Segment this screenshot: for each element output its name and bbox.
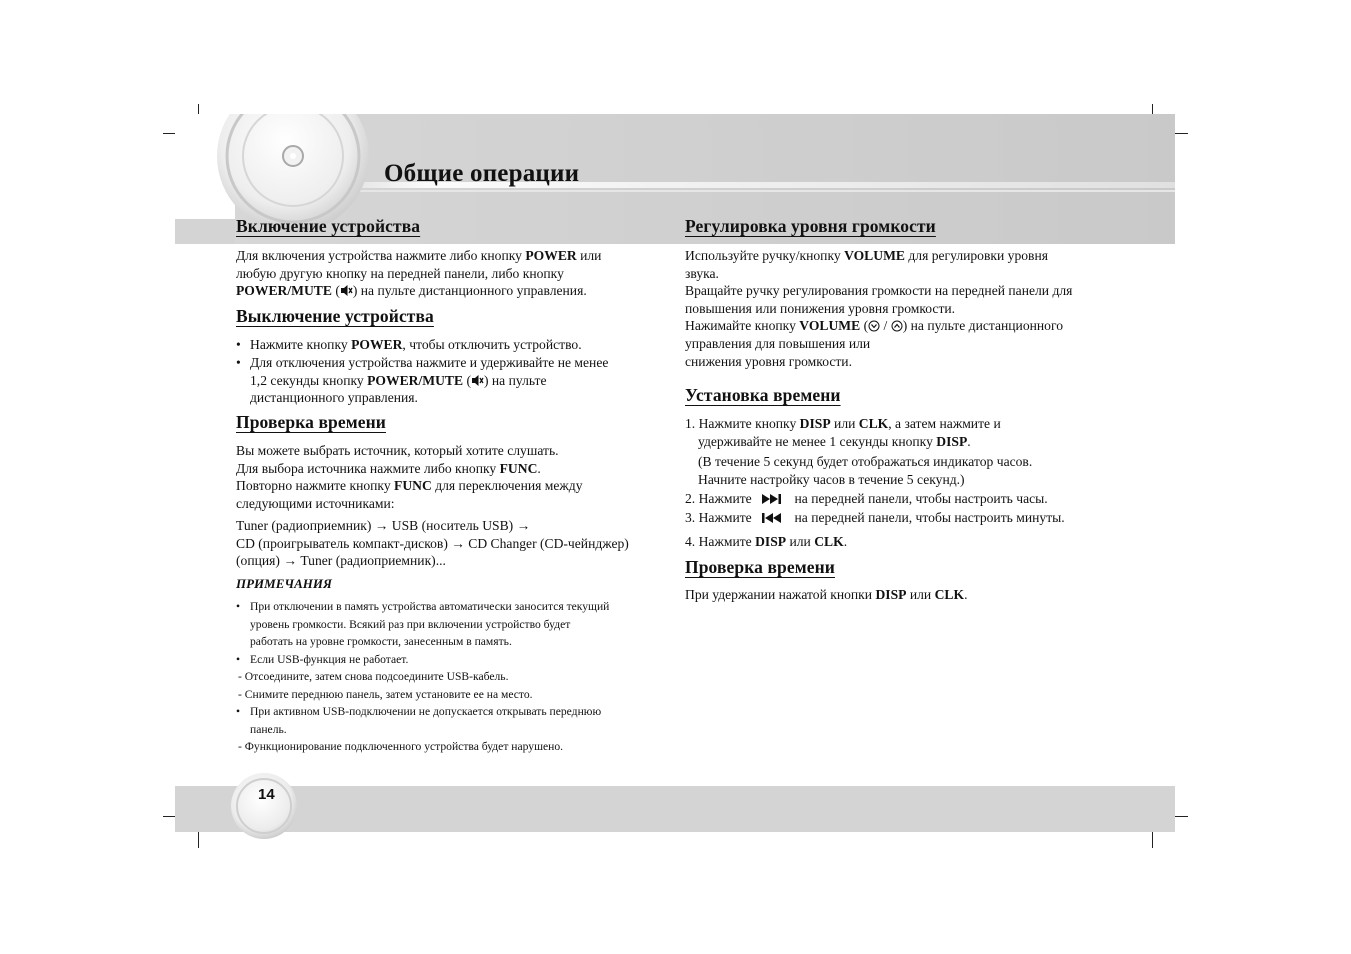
mute-icon — [471, 374, 484, 387]
time-check-2-text: При удержании нажатой кнопки DISP или CLK. — [685, 587, 968, 602]
section-heading-power-on: Включение устройства — [236, 216, 421, 236]
volume-up-icon — [891, 320, 903, 332]
list-item: • Нажмите кнопку POWER, чтобы отключить устройство. — [236, 337, 582, 352]
power-on-text: Для включения устройства нажмите либо кнопку POWER или любую другую кнопку на передней панели, либо кнопку POWER/MUTE ( ) на пульте дистанционного управления. — [236, 248, 602, 299]
set-time-step-1: 1. Нажмите кнопку DISP или CLK, а затем нажмите и удерживайте не менее 1 секунды кнопку DISP. (В течение 5 секунд будет отображаться индикатор часов. Начните настройку часов в течение 5 секунд.) — [685, 416, 1033, 487]
volume-text: Используйте ручку/кнопку VOLUME для регулировки уровня звука. Вращайте ручку регулирования громкости на передней панели для повышения или понижения уровня громкости. Нажимайте кнопку VOLUME ( / ) на пульте дистанционного управления для повышения или снижения уровня громкости. — [685, 248, 1073, 369]
note-subitem: - Функционирование подключенного устройства будет нарушено. — [238, 740, 564, 753]
note-item: • Если USB-функция не работает. — [236, 652, 409, 666]
set-time-step-4: 4. Нажмите DISP или CLK. — [685, 534, 848, 549]
set-time-step-2: 2. Нажмите на передней панели, чтобы настроить часы. — [685, 491, 1048, 506]
source-sequence: Tuner (радиоприемник) → USB (носитель USB) → CD (проигрыватель компакт-дисков) → CD Changer (CD-чейнджер) (опция) → Tuner (радиоприемник)... — [236, 518, 629, 569]
note-item: • При активном USB-подключении не допускается открывать переднюю панель. — [236, 705, 602, 736]
page-title: Общие операции — [384, 160, 580, 187]
page-number: 14 — [258, 786, 275, 803]
section-heading-time-check-2: Проверка времени — [685, 557, 835, 577]
previous-track-icon — [761, 512, 783, 524]
notes-heading: ПРИМЕЧАНИЯ — [236, 576, 332, 591]
time-check-text: Вы можете выбрать источник, который хотите слушать. Для выбора источника нажмите либо кнопку FUNC. Повторно нажмите кнопку FUNC для переключения между следующими источниками: — [236, 443, 583, 511]
section-heading-volume: Регулировка уровня громкости — [685, 216, 936, 236]
section-heading-set-time: Установка времени — [685, 385, 841, 405]
note-subitem: - Снимите переднюю панель, затем установите ее на место. — [238, 687, 533, 701]
note-subitem: - Отсоедините, затем снова подсоедините USB-кабель. — [238, 670, 509, 683]
set-time-step-3: 3. Нажмите на передней панели, чтобы настроить минуты. — [685, 510, 1065, 525]
mute-icon — [340, 284, 353, 297]
volume-down-icon — [868, 320, 880, 332]
list-item: • Для отключения устройства нажмите и удерживайте не менее 1,2 секунды кнопку POWER/MUTE ( ) на пульте дистанционного управления. — [236, 355, 609, 406]
note-item: • При отключении в память устройства автоматически заносится текущий уровень громкости. Всякий раз при включении устройство будет работать на уровне громкости, занесенным в память. — [236, 600, 610, 648]
section-heading-time-check: Проверка времени — [236, 412, 386, 432]
section-heading-power-off: Выключение устройства — [236, 306, 434, 326]
page-number-disc-graphic — [228, 772, 300, 840]
next-track-icon — [761, 493, 783, 505]
footer-band — [175, 786, 1175, 832]
notes-list — [236, 598, 676, 756]
